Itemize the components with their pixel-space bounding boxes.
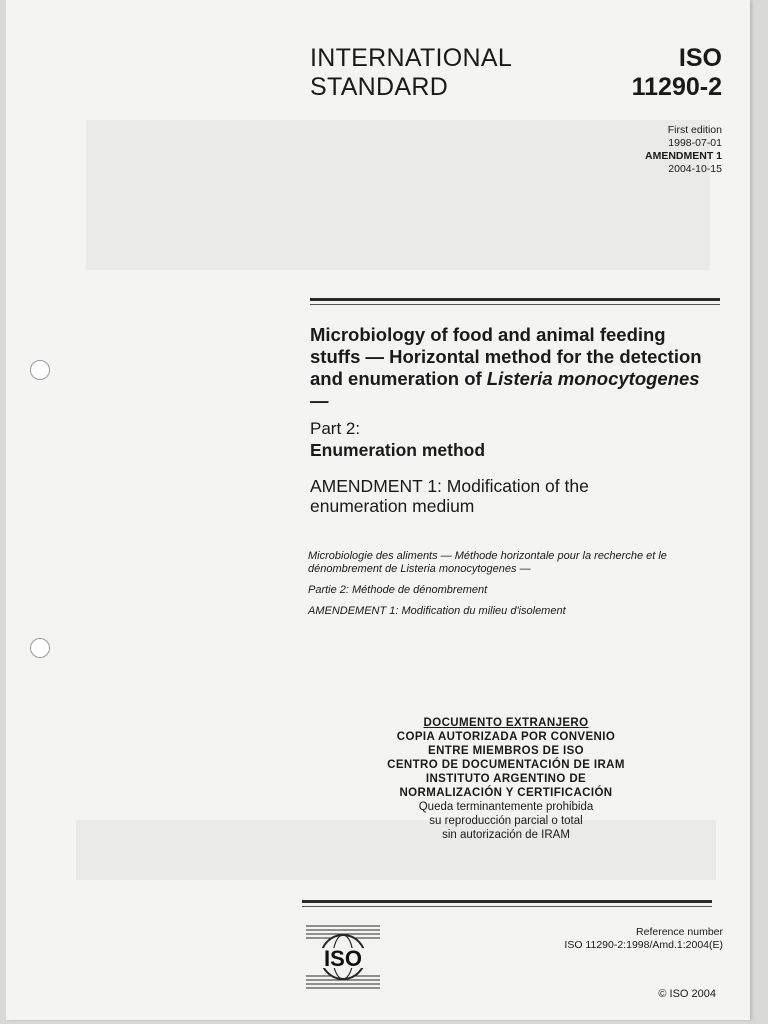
french-amendment: AMENDEMENT 1: Modification du milieu d'isolement	[308, 605, 566, 617]
punch-hole-upper	[30, 360, 50, 380]
french-part: Partie 2: Méthode de dénombrement	[308, 584, 488, 596]
french-title: Microbiologie des aliments — Méthode horizontale pour la recherche et le dénombrement de Listeria monocytogenes —	[308, 550, 667, 575]
document-type-line2: STANDARD	[310, 73, 449, 101]
amendment-title-line2: enumeration medium	[310, 496, 475, 516]
stamp-line: NORMALIZACIÓN Y CERTIFICACIÓN	[399, 787, 613, 799]
french-title-block	[308, 550, 728, 626]
stamp-line: CENTRO DE DOCUMENTACIÓN DE IRAM	[387, 759, 625, 771]
footer-rule-thick	[302, 900, 712, 903]
main-title	[310, 324, 720, 412]
stamp-line: DOCUMENTO EXTRANJERO	[423, 717, 589, 729]
main-title-suffix: —	[310, 390, 329, 411]
iso-logo	[304, 922, 382, 992]
main-title-species: Listeria monocytogenes	[486, 368, 700, 389]
stamp-line: COPIA AUTORIZADA POR CONVENIO	[396, 731, 616, 743]
main-title-text: Microbiology of food and animal feeding stuffs — Horizontal method for the detection and enumeration of	[310, 324, 702, 389]
document-page	[6, 0, 750, 1020]
edition-info	[566, 124, 722, 176]
reference-label: Reference number	[636, 926, 723, 938]
title-rule-thick	[310, 298, 720, 301]
iram-stamp	[346, 716, 666, 842]
reference-number: ISO 11290-2:1998/Amd.1:2004(E)	[564, 939, 723, 951]
iso-label: ISO	[678, 44, 722, 72]
stamp-line: Queda terminantemente prohibida	[418, 801, 594, 813]
stamp-line: ENTRE MIEMBROS DE ISO	[428, 745, 584, 757]
amendment-date: 2004-10-15	[668, 163, 722, 175]
edition-date: 1998-07-01	[668, 137, 722, 149]
part-label: Part 2:	[310, 419, 361, 438]
amendment-label: AMENDMENT 1	[644, 150, 722, 162]
stamp-line: INSTITUTO ARGENTINO DE	[425, 773, 587, 785]
standard-id	[618, 44, 722, 102]
edition-label: First edition	[667, 124, 722, 136]
document-type	[310, 44, 512, 102]
punch-hole-lower	[30, 638, 50, 658]
part-name: Enumeration method	[310, 440, 486, 460]
standard-number: 11290-2	[631, 73, 722, 101]
amendment-title-line1: AMENDMENT 1: Modification of the	[310, 476, 589, 496]
iso-logo-text: ISO	[324, 946, 362, 971]
stamp-line: su reproducción parcial o total	[429, 815, 583, 827]
document-type-line1: INTERNATIONAL	[310, 44, 513, 72]
title-rule-thin	[310, 304, 720, 305]
copyright: © ISO 2004	[658, 988, 716, 1000]
amendment-title	[310, 476, 710, 516]
reference-block	[486, 926, 723, 952]
stamp-line: sin autorización de IRAM	[442, 829, 570, 841]
footer-rule-thin	[302, 906, 712, 907]
